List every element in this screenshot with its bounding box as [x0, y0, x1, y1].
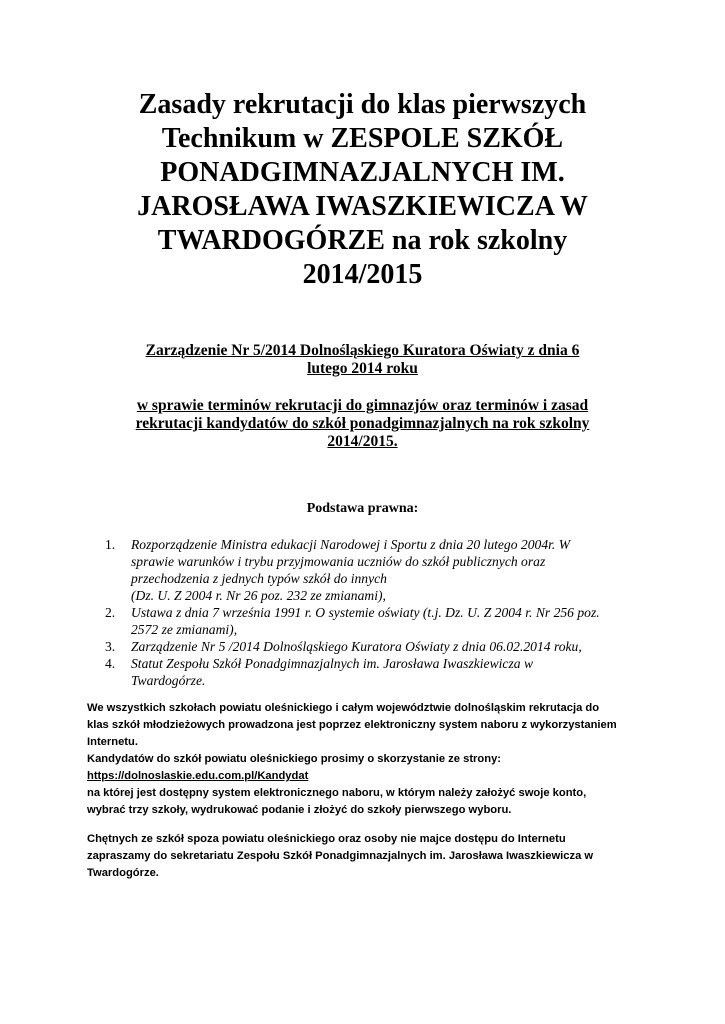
recruitment-info [87, 700, 647, 819]
list-item [105, 536, 625, 604]
info-line: klas szkół młodzieżowych prowadzona jest poprzez elektroniczny system naboru z wykorzystaniem [87, 719, 617, 731]
contact-line: zapraszamy do sekretariatu Zespołu Szkół Ponadgimnazjalnych im. Jarosława Iwaszkiewicza w [87, 850, 594, 862]
list-item-line: Twardogórze. [131, 673, 206, 688]
list-item-line: Statut Zespołu Szkół Ponadgimnazjalnych im. Jarosława Iwaszkiewicza w [131, 656, 534, 671]
legal-basis-list [105, 536, 625, 689]
decree-reference [100, 342, 625, 378]
list-item-line: Zarządzenie Nr 5 /2014 Dolnośląskiego Kuratora Oświaty z dnia 06.02.2014 roku, [131, 639, 582, 654]
list-item-line: przechodzenia z jednych typów szkół do innych [131, 571, 387, 586]
info-line: Kandydatów do szkół powiatu oleśnickiego prosimy o skorzystanie ze strony: [87, 753, 502, 765]
list-item-line: 2572 ze zmianami), [131, 622, 238, 637]
list-item [105, 604, 625, 638]
list-item-line: Rozporządzenie Ministra edukacji Narodowej i Sportu z dnia 20 lutego 2004r. W [131, 537, 571, 552]
title-line: Technikum w ZESPOLE SZKÓŁ [161, 123, 564, 154]
title-line: 2014/2015 [302, 259, 423, 290]
list-number: 3. [105, 639, 116, 654]
decree-subject [100, 397, 625, 451]
list-item-line: sprawie warunków i trybu przyjmowania uczniów do szkół publicznych oraz [131, 554, 546, 569]
subject-line: rekrutacji kandydatów do szkół ponadgimnazjalnych na rok szkolny [135, 415, 590, 432]
list-item-line: (Dz. U. Z 2004 r. Nr 26 poz. 232 ze zmianami), [131, 588, 386, 603]
candidate-portal-link[interactable]: https://dolnoslaskie.edu.com.pl/Kandydat [87, 770, 309, 782]
list-item [105, 655, 625, 689]
candidate-link-line [87, 768, 647, 785]
title-line: TWARDOGÓRZE na rok szkolny [157, 225, 568, 256]
title-line: PONADGIMNAZJALNYCH IM. [160, 157, 565, 188]
contact-line: Twardogórze. [87, 867, 159, 879]
contact-line: Chętnych ze szkół spoza powiatu oleśnickiego oraz osoby nie majce dostępu do Internetu [87, 833, 566, 845]
contact-info [87, 831, 647, 882]
list-number: 2. [105, 605, 116, 620]
list-item-line: Ustawa z dnia 7 września 1991 r. O systemie oświaty (t.j. Dz. U. Z 2004 r. Nr 256 poz. [131, 605, 600, 620]
subject-line: 2014/2015. [327, 433, 398, 450]
title-line: Zasady rekrutacji do klas pierwszych [138, 89, 587, 120]
title-line: JAROSŁAWA IWASZKIEWICZA W [137, 191, 588, 222]
page-title [80, 88, 645, 292]
info-line: wybrać trzy szkoły, wydrukować podanie i złożyć do szkoły pierwszego wyboru. [87, 804, 512, 816]
list-item [105, 638, 625, 655]
decree-line: Zarządzenie Nr 5/2014 Dolnośląskiego Kuratora Oświaty z dnia 6 [145, 342, 580, 359]
list-number: 1. [105, 537, 116, 552]
legal-basis-heading: Podstawa prawna: [306, 501, 419, 516]
info-line: We wszystkich szkołach powiatu oleśnickiego i całym województwie dolnośląskim rekrutacja do [87, 702, 600, 714]
decree-line: lutego 2014 roku [307, 360, 418, 377]
info-line: Internetu. [87, 736, 138, 748]
list-number: 4. [105, 656, 116, 671]
info-line: na której jest dostępny system elektronicznego naboru, w którym należy założyć swoje konto, [87, 787, 587, 799]
subject-line: w sprawie terminów rekrutacji do gimnazjów oraz terminów i zasad [136, 397, 589, 414]
